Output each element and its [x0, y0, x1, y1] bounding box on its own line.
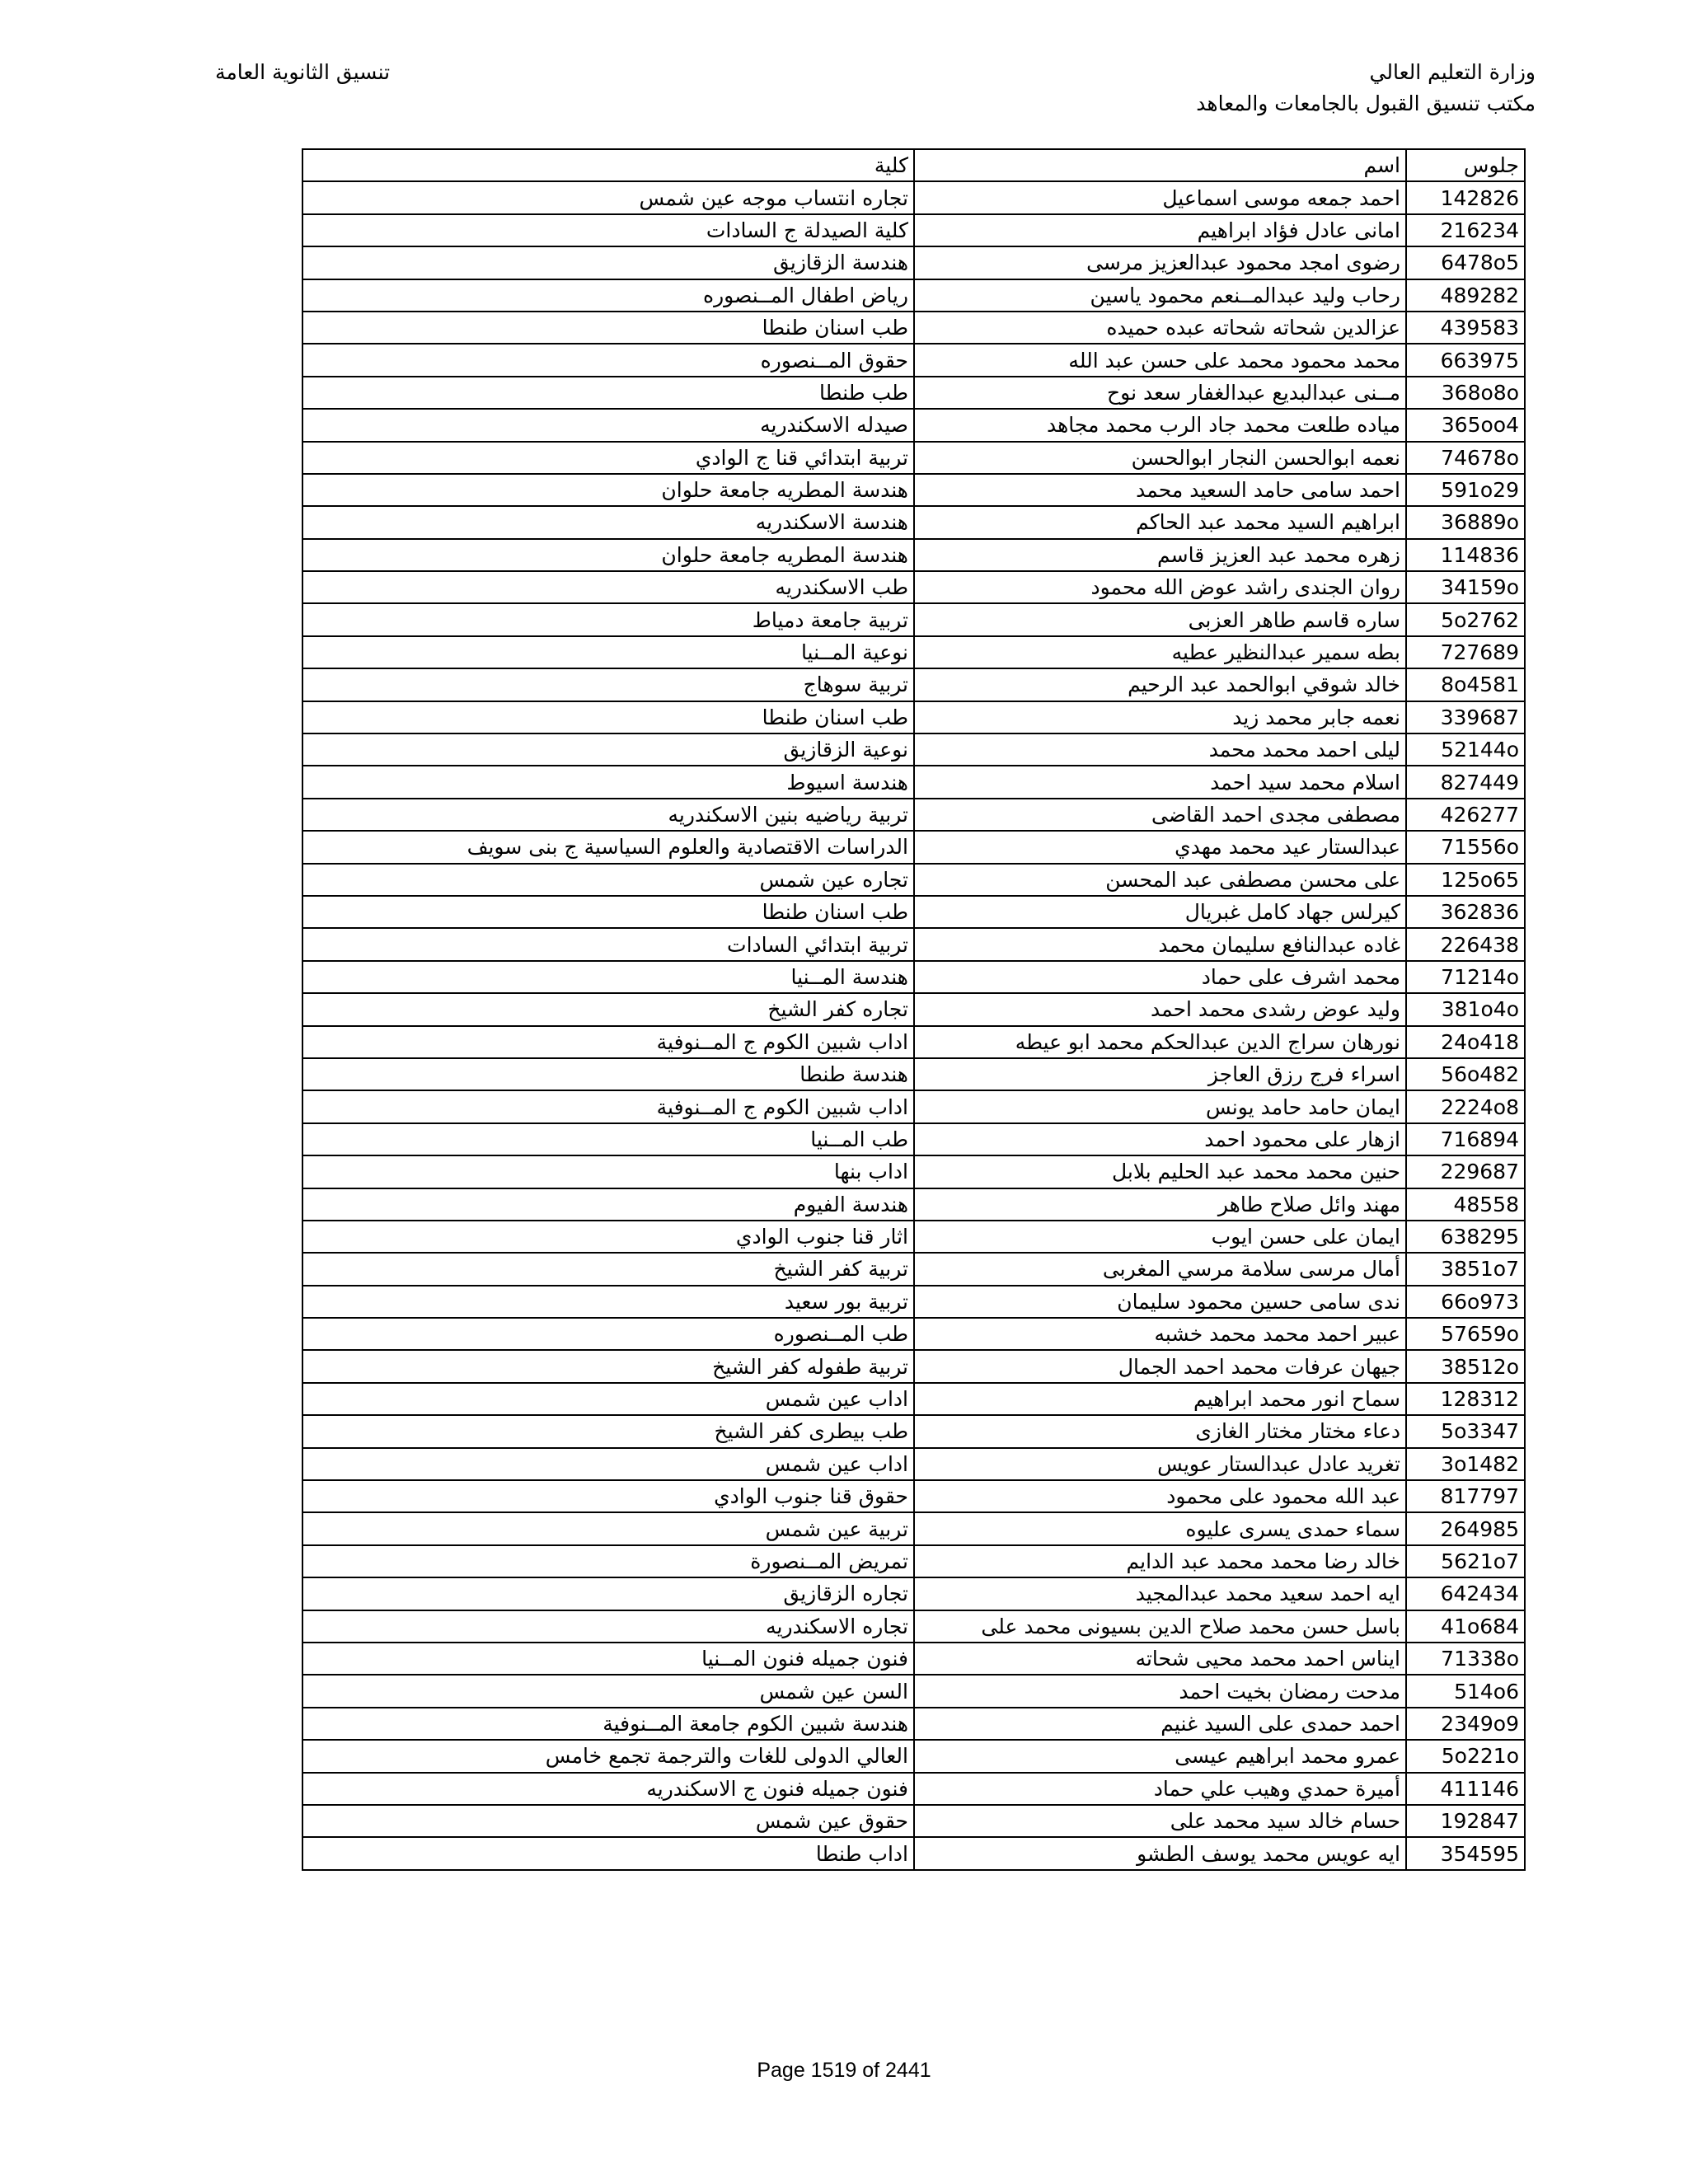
table-row — [302, 701, 1525, 733]
faculty-cell: اداب طنطا — [302, 1837, 914, 1869]
student-name-cell: اسراء فرج رزق العاجز — [914, 1058, 1406, 1090]
seat-number-cell: 642434 — [1406, 1577, 1525, 1610]
faculty-cell: السن عين شمس — [302, 1675, 914, 1707]
table-row — [302, 1512, 1525, 1544]
faculty-cell: فنون جميله فنون المــنيا — [302, 1643, 914, 1675]
student-name-cell: اسلام محمد سيد احمد — [914, 766, 1406, 798]
seat-number-cell: 216234 — [1406, 214, 1525, 246]
seat-number-cell: 71556o — [1406, 831, 1525, 863]
table-row — [302, 1545, 1525, 1577]
seat-number-cell: 2224o8 — [1406, 1090, 1525, 1122]
seat-number-cell: 71338o — [1406, 1643, 1525, 1675]
faculty-cell: العالي الدولى للغات والترجمة تجمع خامس — [302, 1740, 914, 1772]
faculty-cell: اداب شبين الكوم ج المــنوفية — [302, 1090, 914, 1122]
student-name-cell: ايه عويس محمد يوسف الطشو — [914, 1837, 1406, 1869]
faculty-cell: نوعية الزقازيق — [302, 733, 914, 766]
faculty-cell: اثار قنا جنوب الوادي — [302, 1221, 914, 1253]
faculty-cell: طب اسنان طنطا — [302, 312, 914, 344]
student-name-cell: باسل حسن محمد صلاح الدين بسيونى محمد على — [914, 1610, 1406, 1643]
results-table — [302, 148, 1526, 1871]
table-row — [302, 214, 1525, 246]
table-row — [302, 1773, 1525, 1805]
faculty-cell: هندسة طنطا — [302, 1058, 914, 1090]
student-name-cell: تغريد عادل عبدالستار عويس — [914, 1448, 1406, 1480]
seat-number-cell: 817797 — [1406, 1480, 1525, 1512]
table-row — [302, 1675, 1525, 1707]
faculty-cell: تربية بور سعيد — [302, 1286, 914, 1318]
table-row — [302, 1253, 1525, 1285]
table-row — [302, 603, 1525, 635]
student-name-cell: روان الجندى راشد عوض الله محمود — [914, 571, 1406, 603]
seat-number-cell: 114836 — [1406, 539, 1525, 571]
student-name-cell: ايمان على حسن ايوب — [914, 1221, 1406, 1253]
table-row — [302, 766, 1525, 798]
page-number: Page 1519 of 2441 — [757, 2059, 931, 2082]
table-row — [302, 1837, 1525, 1869]
table-row — [302, 377, 1525, 409]
seat-number-cell: 66o973 — [1406, 1286, 1525, 1318]
student-name-cell: غاده عبدالنافع سليمان محمد — [914, 928, 1406, 960]
table-row — [302, 1090, 1525, 1122]
faculty-cell: حقوق قنا جنوب الوادي — [302, 1480, 914, 1512]
student-name-cell: رحاب وليد عبدالمــنعم محمود ياسين — [914, 279, 1406, 312]
faculty-cell: حقوق المــنصوره — [302, 344, 914, 376]
seat-number-cell: 8o4581 — [1406, 668, 1525, 701]
table-body — [302, 181, 1525, 1869]
table-row — [302, 1155, 1525, 1188]
student-name-cell: حنين محمد محمد عبد الحليم بلابل — [914, 1155, 1406, 1188]
faculty-cell: تربية ابتدائي السادات — [302, 928, 914, 960]
table-row — [302, 1740, 1525, 1772]
seat-number-cell: 71214o — [1406, 961, 1525, 993]
seat-number-cell: 2349o9 — [1406, 1708, 1525, 1740]
table-row — [302, 181, 1525, 213]
student-name-cell: رضوى امجد محمود عبدالعزيز مرسى — [914, 246, 1406, 279]
faculty-cell: تجاره كفر الشيخ — [302, 993, 914, 1025]
faculty-cell: هندسة شبين الكوم جامعة المــنوفية — [302, 1708, 914, 1740]
seat-number-cell: 38512o — [1406, 1350, 1525, 1382]
student-name-cell: ايمان حامد حامد يونس — [914, 1090, 1406, 1122]
table-row — [302, 1123, 1525, 1155]
student-name-cell: نعمه جابر محمد زيد — [914, 701, 1406, 733]
table-row — [302, 636, 1525, 668]
faculty-cell: تجاره الزقازيق — [302, 1577, 914, 1610]
student-name-cell: احمد جمعه موسى اسماعيل — [914, 181, 1406, 213]
faculty-cell: تربية كفر الشيخ — [302, 1253, 914, 1285]
column-header-seat: جلوس — [1406, 149, 1525, 181]
faculty-cell: تربية عين شمس — [302, 1512, 914, 1544]
faculty-cell: تجاره انتساب موجه عين شمس — [302, 181, 914, 213]
student-name-cell: عمرو محمد ابراهيم عيسى — [914, 1740, 1406, 1772]
table-row — [302, 1286, 1525, 1318]
seat-number-cell: 192847 — [1406, 1805, 1525, 1837]
table-row — [302, 1058, 1525, 1090]
student-name-cell: سماء حمدى يسرى عليوه — [914, 1512, 1406, 1544]
table-row — [302, 1415, 1525, 1447]
seat-number-cell: 381o4o — [1406, 993, 1525, 1025]
table-row — [302, 1448, 1525, 1480]
seat-number-cell: 663975 — [1406, 344, 1525, 376]
student-name-cell: دعاء مختار مختار الغازى — [914, 1415, 1406, 1447]
seat-number-cell: 142826 — [1406, 181, 1525, 213]
seat-number-cell: 6478o5 — [1406, 246, 1525, 279]
seat-number-cell: 5621o7 — [1406, 1545, 1525, 1577]
faculty-cell: تجاره عين شمس — [302, 864, 914, 896]
faculty-cell: تربية طفوله كفر الشيخ — [302, 1350, 914, 1382]
column-header-faculty: كلية — [302, 149, 914, 181]
faculty-cell: طب المــنيا — [302, 1123, 914, 1155]
student-name-cell: ازهار على محمود احمد — [914, 1123, 1406, 1155]
faculty-cell: تربية ابتدائي قنا ج الوادي — [302, 442, 914, 474]
table-row — [302, 409, 1525, 441]
faculty-cell: طب اسنان طنطا — [302, 701, 914, 733]
student-name-cell: بطه سمير عبدالنظير عطيه — [914, 636, 1406, 668]
faculty-cell: تربية جامعة دمياط — [302, 603, 914, 635]
section-title: تنسيق الثانوية العامة — [215, 60, 391, 84]
student-name-cell: أمال مرسى سلامة مرسي المغربى — [914, 1253, 1406, 1285]
seat-number-cell: 727689 — [1406, 636, 1525, 668]
table-row — [302, 506, 1525, 538]
seat-number-cell: 591o29 — [1406, 474, 1525, 506]
student-name-cell: كيرلس جهاد كامل غبريال — [914, 896, 1406, 928]
seat-number-cell: 36889o — [1406, 506, 1525, 538]
student-name-cell: عبد الله محمود على محمود — [914, 1480, 1406, 1512]
table-row — [302, 1577, 1525, 1610]
seat-number-cell: 74678o — [1406, 442, 1525, 474]
student-name-cell: ليلى احمد محمد محمد — [914, 733, 1406, 766]
faculty-cell: اداب عين شمس — [302, 1383, 914, 1415]
faculty-cell: كلية الصيدلة ج السادات — [302, 214, 914, 246]
table-row — [302, 1221, 1525, 1253]
seat-number-cell: 56o482 — [1406, 1058, 1525, 1090]
student-name-cell: نورهان سراج الدين عبدالحكم محمد ابو عيطه — [914, 1026, 1406, 1058]
faculty-cell: طب اسنان طنطا — [302, 896, 914, 928]
table-row — [302, 864, 1525, 896]
seat-number-cell: 3o1482 — [1406, 1448, 1525, 1480]
table-row — [302, 668, 1525, 701]
faculty-cell: هندسة الزقازيق — [302, 246, 914, 279]
table-row — [302, 312, 1525, 344]
seat-number-cell: 125o65 — [1406, 864, 1525, 896]
seat-number-cell: 489282 — [1406, 279, 1525, 312]
table-row — [302, 733, 1525, 766]
table-row — [302, 1350, 1525, 1382]
faculty-cell: اداب عين شمس — [302, 1448, 914, 1480]
seat-number-cell: 229687 — [1406, 1155, 1525, 1188]
faculty-cell: تربية رياضيه بنين الاسكندريه — [302, 799, 914, 831]
student-name-cell: عبدالستار عيد محمد مهدي — [914, 831, 1406, 863]
faculty-cell: هندسة الفيوم — [302, 1188, 914, 1221]
student-name-cell: ايه احمد سعيد محمد عبدالمجيد — [914, 1577, 1406, 1610]
student-name-cell: أميرة حمدي وهيب علي حماد — [914, 1773, 1406, 1805]
ministry-title: وزارة التعليم العالي — [1369, 60, 1536, 84]
seat-number-cell: 128312 — [1406, 1383, 1525, 1415]
faculty-cell: تربية سوهاج — [302, 668, 914, 701]
table-row — [302, 799, 1525, 831]
table-row — [302, 1610, 1525, 1643]
seat-number-cell: 638295 — [1406, 1221, 1525, 1253]
faculty-cell: نوعية المــنيا — [302, 636, 914, 668]
student-name-cell: احمد سامى حامد السعيد محمد — [914, 474, 1406, 506]
faculty-cell: صيدله الاسكندريه — [302, 409, 914, 441]
student-name-cell: على محسن مصطفى عبد المحسن — [914, 864, 1406, 896]
seat-number-cell: 3851o7 — [1406, 1253, 1525, 1285]
table-row — [302, 993, 1525, 1025]
student-name-cell: ابراهيم السيد محمد عبد الحاكم — [914, 506, 1406, 538]
seat-number-cell: 368o8o — [1406, 377, 1525, 409]
faculty-cell: هندسة اسيوط — [302, 766, 914, 798]
table-row — [302, 1805, 1525, 1837]
faculty-cell: طب المــنصوره — [302, 1318, 914, 1350]
student-name-cell: جيهان عرفات محمد احمد الجمال — [914, 1350, 1406, 1382]
student-name-cell: احمد حمدى على السيد غنيم — [914, 1708, 1406, 1740]
student-name-cell: مياده طلعت محمد جاد الرب محمد مجاهد — [914, 409, 1406, 441]
table-row — [302, 1026, 1525, 1058]
seat-number-cell: 354595 — [1406, 1837, 1525, 1869]
table-row — [302, 1188, 1525, 1221]
table-row — [302, 571, 1525, 603]
table-row — [302, 344, 1525, 376]
student-name-cell: عزالدين شحاته شحاته عبده حميده — [914, 312, 1406, 344]
table-row — [302, 1318, 1525, 1350]
table-row — [302, 896, 1525, 928]
seat-number-cell: 411146 — [1406, 1773, 1525, 1805]
seat-number-cell: 226438 — [1406, 928, 1525, 960]
faculty-cell: فنون جميله فنون ج الاسكندريه — [302, 1773, 914, 1805]
faculty-cell: تمريض المــنصورة — [302, 1545, 914, 1577]
student-name-cell: سماح انور محمد ابراهيم — [914, 1383, 1406, 1415]
table-header-row — [302, 149, 1525, 181]
seat-number-cell: 362836 — [1406, 896, 1525, 928]
faculty-cell: طب طنطا — [302, 377, 914, 409]
student-name-cell: ايناس احمد محمد محيى شحاته — [914, 1643, 1406, 1675]
seat-number-cell: 24o418 — [1406, 1026, 1525, 1058]
table-row — [302, 1708, 1525, 1740]
faculty-cell: حقوق عين شمس — [302, 1805, 914, 1837]
seat-number-cell: 5o2762 — [1406, 603, 1525, 635]
student-name-cell: زهره محمد عبد العزيز قاسم — [914, 539, 1406, 571]
student-name-cell: مصطفى مجدى احمد القاضى — [914, 799, 1406, 831]
student-name-cell: محمد محمود محمد على حسن عبد الله — [914, 344, 1406, 376]
seat-number-cell: 264985 — [1406, 1512, 1525, 1544]
student-name-cell: نعمه ابوالحسن النجار ابوالحسن — [914, 442, 1406, 474]
student-name-cell: خالد رضا محمد محمد عبد الدايم — [914, 1545, 1406, 1577]
table-row — [302, 279, 1525, 312]
table-row — [302, 831, 1525, 863]
student-name-cell: خالد شوقي ابوالحمد عبد الرحيم — [914, 668, 1406, 701]
seat-number-cell: 365oo4 — [1406, 409, 1525, 441]
office-title: مكتب تنسيق القبول بالجامعات والمعاهد — [1196, 91, 1536, 115]
table-row — [302, 539, 1525, 571]
column-header-name: اسم — [914, 149, 1406, 181]
student-name-cell: ساره قاسم طاهر العزبى — [914, 603, 1406, 635]
student-name-cell: حسام خالد سيد محمد على — [914, 1805, 1406, 1837]
table-row — [302, 1383, 1525, 1415]
faculty-cell: هندسة المطريه جامعة حلوان — [302, 474, 914, 506]
table-row — [302, 474, 1525, 506]
table-row — [302, 928, 1525, 960]
table-row — [302, 1480, 1525, 1512]
seat-number-cell: 34159o — [1406, 571, 1525, 603]
table-row — [302, 442, 1525, 474]
faculty-cell: هندسة المطريه جامعة حلوان — [302, 539, 914, 571]
faculty-cell: اداب بنها — [302, 1155, 914, 1188]
seat-number-cell: 5o221o — [1406, 1740, 1525, 1772]
faculty-cell: الدراسات الاقتصادية والعلوم السياسية ج بنى سويف — [302, 831, 914, 863]
faculty-cell: هندسة المــنيا — [302, 961, 914, 993]
seat-number-cell: 716894 — [1406, 1123, 1525, 1155]
table-row — [302, 246, 1525, 279]
faculty-cell: رياض اطفال المــنصوره — [302, 279, 914, 312]
seat-number-cell: 426277 — [1406, 799, 1525, 831]
seat-number-cell: 439583 — [1406, 312, 1525, 344]
faculty-cell: طب الاسكندريه — [302, 571, 914, 603]
student-name-cell: ندى سامى حسين محمود سليمان — [914, 1286, 1406, 1318]
seat-number-cell: 339687 — [1406, 701, 1525, 733]
seat-number-cell: 5o3347 — [1406, 1415, 1525, 1447]
seat-number-cell: 827449 — [1406, 766, 1525, 798]
faculty-cell: اداب شبين الكوم ج المــنوفية — [302, 1026, 914, 1058]
seat-number-cell: 48558 — [1406, 1188, 1525, 1221]
faculty-cell: طب بيطرى كفر الشيخ — [302, 1415, 914, 1447]
student-name-cell: مهند وائل صلاح طاهر — [914, 1188, 1406, 1221]
student-name-cell: مــنى عبدالبديع عبدالغفار سعد نوح — [914, 377, 1406, 409]
seat-number-cell: 52144o — [1406, 733, 1525, 766]
seat-number-cell: 514o6 — [1406, 1675, 1525, 1707]
seat-number-cell: 41o684 — [1406, 1610, 1525, 1643]
student-name-cell: وليد عوض رشدى محمد احمد — [914, 993, 1406, 1025]
faculty-cell: هندسة الاسكندريه — [302, 506, 914, 538]
table-row — [302, 961, 1525, 993]
table-row — [302, 1643, 1525, 1675]
student-name-cell: مدحت رمضان بخيت احمد — [914, 1675, 1406, 1707]
student-name-cell: محمد اشرف على حماد — [914, 961, 1406, 993]
faculty-cell: تجاره الاسكندريه — [302, 1610, 914, 1643]
seat-number-cell: 57659o — [1406, 1318, 1525, 1350]
student-name-cell: امانى عادل فؤاد ابراهيم — [914, 214, 1406, 246]
student-name-cell: عبير احمد محمد محمد خشبه — [914, 1318, 1406, 1350]
